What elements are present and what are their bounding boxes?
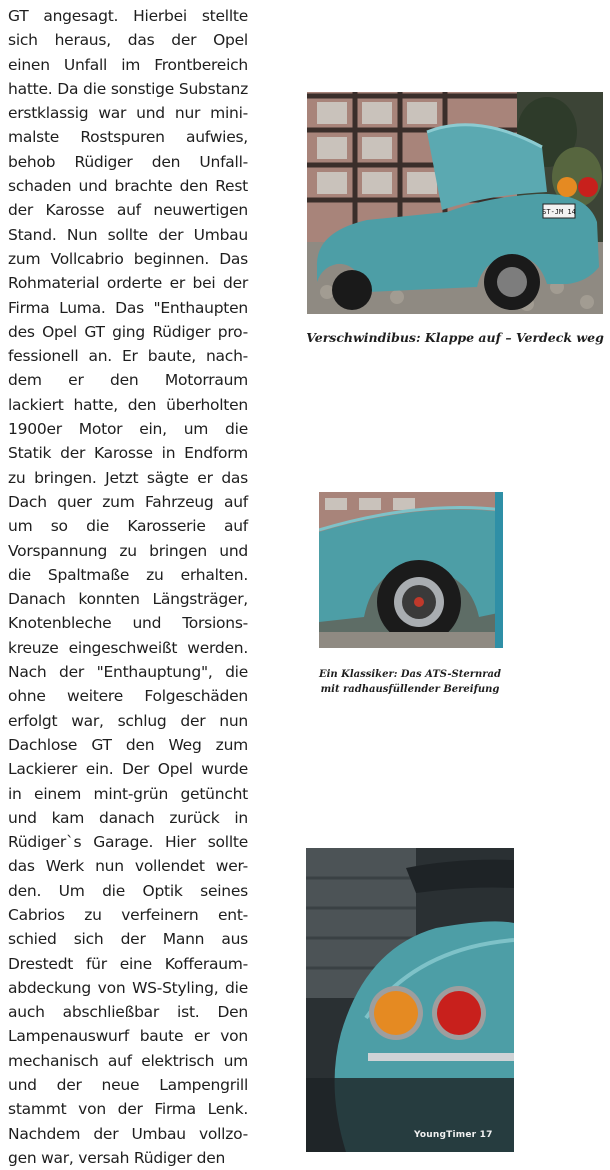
magazine-name: YoungTimer: [414, 1130, 477, 1140]
article-line: zu bringen. Jetzt sägte er das: [8, 468, 248, 487]
article-line: Rohmaterial orderte er bei der: [8, 274, 248, 293]
article-line: 1900er Motor ein, um die: [8, 420, 248, 439]
article-line: abdeckung von WS-Styling, die: [8, 978, 248, 997]
article-line: Rüdiger`s Garage. Hier sollte: [8, 833, 248, 852]
article-line: und der neue Lampengrill: [8, 1076, 248, 1095]
article-line: lackiert hatte, den überholten: [8, 395, 248, 414]
article-line: Firma Luma. Das "Enthaupten: [8, 298, 248, 317]
article-text-column: [8, 4, 248, 1170]
article-line: gen war, versah Rüdiger den: [8, 1148, 226, 1167]
article-line: die Spaltmaße zu erhalten.: [8, 565, 248, 584]
article-line: stammt von der Firma Lenk.: [8, 1100, 248, 1119]
article-line: Nachdem der Umbau vollzo-: [8, 1124, 248, 1143]
article-line: Dachlose GT den Weg zum: [8, 735, 248, 754]
photo2-caption-line1: Ein Klassiker: Das ATS-Sternrad: [318, 669, 502, 680]
photo2-caption-line2: mit radhausfüllender Bereifung: [320, 684, 500, 695]
article-line: um so die Karosserie auf: [8, 517, 248, 536]
article-line: Vorspannung zu bringen und: [8, 541, 248, 560]
article-line: sich heraus, das der Opel: [8, 31, 248, 50]
article-line: Cabrios zu verfeinern ent-: [8, 905, 248, 924]
article-line: kreuze eingeschweißt werden.: [8, 638, 248, 657]
article-line: schaden und brachte den Rest: [8, 177, 248, 196]
photo2-caption: [300, 667, 520, 697]
article-line: das Werk nun vollendet wer-: [8, 857, 248, 876]
car-rear-hood-open-photo: [307, 92, 603, 314]
page-number: 17: [479, 1130, 493, 1140]
article-line: malste Rostspuren aufwies,: [8, 128, 248, 147]
article-line: und kam danach zurück in: [8, 808, 248, 827]
article-line: hatte. Da die sonstige Substanz: [8, 79, 248, 98]
article-line: ohne weitere Folgeschäden: [8, 687, 248, 706]
article-line: dem er den Motorraum: [8, 371, 248, 390]
article-line: GT angesagt. Hierbei stellte: [8, 7, 248, 25]
article-line: Nach der "Enthauptung", die: [8, 663, 248, 682]
article-line: Stand. Nun sollte der Umbau: [8, 225, 248, 244]
article-line: Statik der Karosse in Endform: [8, 444, 248, 463]
article-line: erfolgt war, schlug der nun: [8, 711, 248, 730]
article-line: behob Rüdiger den Unfall-: [8, 152, 248, 171]
article-line: der Karosse auf neuwertigen: [8, 201, 248, 220]
article-line: Knotenbleche und Torsions-: [8, 614, 248, 633]
article-line: des Opel GT ging Rüdiger pro-: [8, 322, 248, 341]
article-line: fessionell an. Er baute, nach-: [8, 347, 248, 366]
article-line: auch abschließbar ist. Den: [8, 1003, 248, 1022]
article-line: den. Um die Optik seines: [8, 881, 248, 900]
article-line: erstklassig war und nur mini-: [8, 104, 248, 123]
article-line: Danach konnten Längsträger,: [8, 590, 248, 609]
article-line: schied sich der Mann aus: [8, 930, 248, 949]
article-line: in einem mint-grün getüncht: [8, 784, 248, 803]
car-taillights-photo: [306, 848, 514, 1152]
article-line: Dach quer zum Fahrzeug auf: [8, 492, 248, 511]
car-wheel-closeup-photo: [319, 492, 503, 648]
article-line: zum Vollcabrio beginnen. Das: [8, 249, 248, 268]
article-line: Lackierer ein. Der Opel wurde: [8, 760, 248, 779]
article-line: Drestedt für eine Kofferaum-: [8, 954, 248, 973]
article-line: mechanisch auf elektrisch um: [8, 1051, 248, 1070]
article-line: Lampenauswurf baute er von: [8, 1027, 248, 1046]
license-plate-text: ST-JM 14: [542, 208, 576, 216]
page-footer: [414, 1130, 493, 1140]
article-line: einen Unfall im Frontbereich: [8, 55, 248, 74]
photo1-caption: Verschwindibus: Klappe auf – Verdeck weg: [306, 330, 604, 345]
